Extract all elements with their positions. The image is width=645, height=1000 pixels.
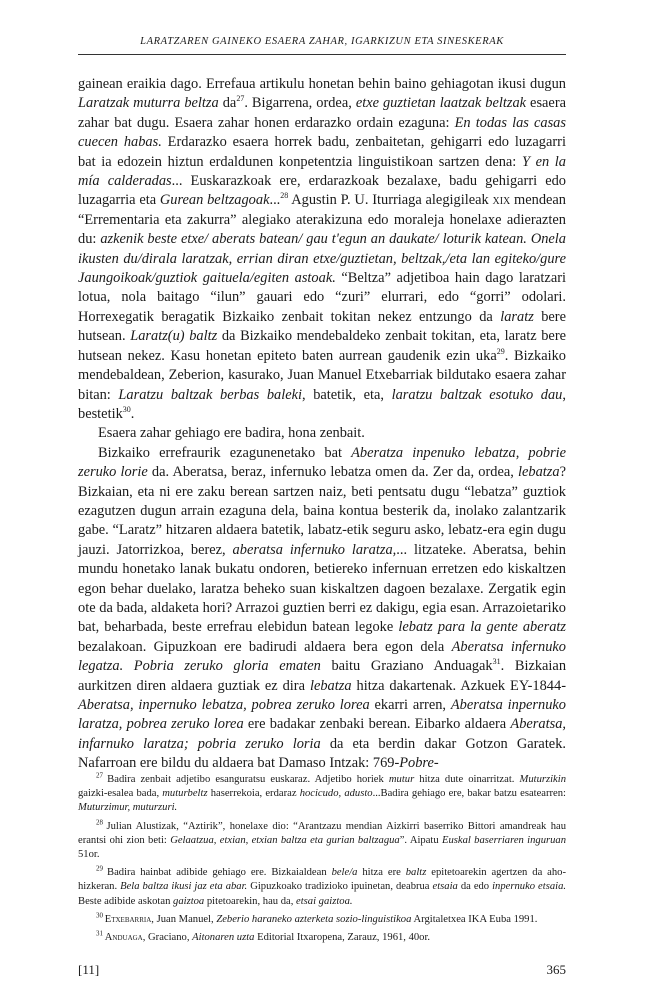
italic-span: Gurean beltzagoak <box>159 192 270 209</box>
italic-span: etsai gaiztoa. <box>296 895 353 907</box>
paragraph <box>78 444 566 774</box>
text-span: Editorial Itxaropena, Zarauz, 1961, 40or. <box>254 932 431 944</box>
italic-span: En todas las casas cuecen habas. <box>78 114 566 151</box>
text-span: Beste adibide askotan <box>78 895 174 907</box>
italic-span: mutur <box>388 774 415 785</box>
italic-span: lebatza <box>518 464 560 481</box>
text-span: gaizki-esalea bada, <box>78 788 163 800</box>
italic-span: lebatz para la gente aberatz <box>398 619 567 636</box>
italic-span: baltz <box>405 867 427 879</box>
italic-span: bele/a <box>331 867 358 879</box>
italic-span: etxe guztietan laatzak beltzak <box>355 95 527 112</box>
italic-span: aberatsa infernuko laratza, <box>232 541 397 558</box>
footnote-number: 27 <box>96 771 108 780</box>
text-span: pitetoarekin, hau da, <box>204 895 297 907</box>
text-span: ...Badira gehiago ere, bakar batzu esatearren: <box>372 788 566 800</box>
text-span: da Bizkaiko mendebaldeko zenbait tokitan, eta, laratz bere hutsean nekez. Kasu honetan epiteto baten aurrean gaudenik ezin uka <box>78 328 566 364</box>
italic-span: Aberatsa, inpernuko lebatza, pobrea zeruko lorea <box>78 697 370 713</box>
text-span: da eta berdin dakar Gotzon Garatek. Nafarroan ere bildu du aldaera bat Damaso Intzak: 769- <box>78 735 566 772</box>
italic-span: Bela baltza ikusi jaz eta abar. <box>120 881 248 893</box>
text-span: , Juan Manuel, <box>151 913 217 925</box>
footnote-number: 29 <box>96 864 108 873</box>
italic-span: hocicudo, adusto <box>299 788 373 800</box>
italic-span: Aitonaren uzta <box>192 932 255 944</box>
italic-span: muturbeltz <box>162 788 208 800</box>
italic-span: Aberatsa, infarnuko laratza; pobria zeruko loria <box>78 716 566 752</box>
text-span: hitza ere <box>357 867 406 879</box>
text-span: gainean eraikia dago. Errefaua artikulu honetan behin baino gehiagotan ikusi dugun <box>78 76 566 92</box>
text-span: mendean “Errementaria eta zakurra” alegiako aterakizuna edo moraleja honelaxe adierazten du: <box>78 192 566 248</box>
text-span: baitu Graziano Anduagak <box>320 658 493 675</box>
text-span: esaera zahar bat dugu. Esaera zahar honen erdarazko ordain ezaguna: <box>78 95 567 131</box>
main-text <box>78 75 566 774</box>
footnotes <box>78 773 566 949</box>
small-caps-span: Anduaga <box>104 932 143 944</box>
footnote-number: 30 <box>96 911 105 920</box>
footnote <box>78 820 566 863</box>
italic-span: Y en la mía calderadas <box>78 153 566 190</box>
text-span: hitza dakartenak. Azkuek EY-1844- <box>351 677 566 694</box>
footnote <box>78 913 566 927</box>
text-span: ekarri arren, <box>369 697 451 713</box>
italic-span: Zeberio haraneko azterketa sozio-linguistikoa <box>216 913 412 925</box>
text-span: bezalakoan. Gipuzkoan ere badirudi aldaera bera egon dela <box>78 638 452 655</box>
italic-span: Laratzu baltzak berbas baleki <box>118 386 302 403</box>
italic-span: Laratzak muturra beltza <box>78 95 219 112</box>
text-span: hitza dute oinarritzat. <box>414 774 520 785</box>
text-span: da edo <box>457 881 493 893</box>
text-span: , batetik, eta, <box>301 386 392 403</box>
text-span: Argitaletxea IKA Euba 1991. <box>411 913 538 925</box>
text-span: , bestetik <box>78 386 566 422</box>
text-span: . <box>130 405 135 422</box>
text-span: , Graciano, <box>142 932 193 944</box>
text-span: Bizkaiko errefraurik ezagunenetako bat <box>98 444 352 461</box>
text-span: da. Aberatsa, beraz, infernuko lebatza omen da. Zer da, ordea, <box>147 464 519 481</box>
text-span: Julian Alustizak, “Aztirik”, honelaxe dio: “Arantzazu mendian Aizkirri baserriko Bittori amandreak hau erantsi ohi zion beti: <box>78 820 567 846</box>
text-span: Esaera zahar gehiago ere badira, hona zenbait. <box>98 425 365 442</box>
footnote <box>78 773 566 816</box>
paragraph <box>78 75 566 424</box>
text-span: Gipuzkoako tradizioko ipuinetan, deabrua <box>247 881 433 893</box>
footnote <box>78 866 566 909</box>
footnote-number: 31 <box>96 929 105 938</box>
italic-span: Aberatsa infernuko legatza. Pobria zeruko gloria ematen <box>78 638 567 675</box>
text-span: “Beltza” adjetiboa hain dago laratzari lotua, nola baitago “ilun” gauari edo “zuri” elurrari, edo “gorri” odolari. Horrexegatik beragatik Bizkaiko zenbait tokitan nekez entzungo da <box>78 270 566 325</box>
text-span: da <box>218 95 237 112</box>
footnote-number: 28 <box>96 818 107 827</box>
text-span: Agustin P. U. Iturriaga alegigileak <box>288 192 493 209</box>
text-span: . Bizkaian aurkitzen diren aldaera guztiak ez dira <box>78 658 567 694</box>
italic-span: Aberatza inpenuko lebatza, pobrie zeruko lorie <box>78 444 567 481</box>
italic-span: lebatza <box>309 677 352 694</box>
italic-span: Muturzikin <box>519 774 566 785</box>
italic-span: azkenik beste etxe/ aberats batean/ gau t'egun an daukate/ loturik katean. Onela ikusten du/dirala laratzak, errian diran etxe/guztietan, beltzak,/eta lan egiteko/gure Jaungoikoak/guztiok gaituela/egiten astoak. <box>78 231 566 287</box>
text-span: Badira hainbat adibide gehiago ere. Bizkaialdean <box>107 867 332 879</box>
italic-span: gaiztoa <box>173 895 205 907</box>
paragraph <box>78 424 566 443</box>
text-span: . Bizkaiko mendebaldean, Zeberion, kasurako, Juan Manuel Etxebarriak bildutako esaera zahar bitan: <box>78 347 566 403</box>
italic-span: Aberatsa inpernuko laratza, pobrea zeruko lorea <box>78 697 566 733</box>
chapter-folio: [11] <box>78 962 100 977</box>
text-span: ”. Aipatu <box>399 834 443 846</box>
footnote-ref: 29 <box>496 346 505 356</box>
italic-span: Euskal baserriaren inguruan <box>442 834 567 846</box>
italic-span: Pobre- <box>399 755 439 772</box>
text-span: 51or. <box>78 849 100 861</box>
italic-span: inpernuko etsaia. <box>492 881 567 893</box>
text-span: haserrekoia, erdaraz <box>207 788 300 800</box>
text-span: Badira zenbait adjetibo esanguratsu euskaraz. Adjetibo horiek <box>107 774 389 785</box>
italic-span: Muturzimur, muturzuri. <box>78 802 178 814</box>
text-span: ... <box>269 192 281 209</box>
text-span: ere badakar zenbaki berean. Eibarko aldaera <box>243 716 511 733</box>
text-span: . Bigarrena, ordea, <box>244 95 356 112</box>
running-header: LARATZAREN GAINEKO ESAERA ZAHAR, IGARKIZUN ETA SINESKERAK <box>140 36 504 47</box>
footnote-ref: 27 <box>236 94 245 104</box>
header-rule <box>78 54 566 55</box>
page-number: 365 <box>546 962 566 977</box>
footnote-ref: 31 <box>492 657 501 667</box>
italic-span: laratz <box>500 308 534 325</box>
text-span: bere hutsean. <box>78 308 566 345</box>
italic-span: Laratz(u) baltz <box>130 328 218 345</box>
italic-span: Gelaatzua, etxian, etxian baltza eta gurian baltzagua <box>170 834 400 846</box>
text-span: ? Bizkaian, eta ni ere zaku berean sartzen naiz, beti pentsatu dugu “lebatza” guztiok ezagutzen dugun arrain ezaguna dela, baina kontua besterik da, inolako zalantzarik gabe. “Laratz” hitzaren aldaera batetik, labatz-etik seguru asko, lebatz-era egin dugu jauzi. Jatorrizkoa, berez, <box>78 464 566 558</box>
text-span: epitetoarekin agertzen da aho-hizkeran. <box>78 867 567 893</box>
text-span: Erdarazko esaera horrek badu, zenbaitetan, gehigarri edo luzagarri bat ia edozein hiztun erdaldunen konpetentzia linguistikoan sartzen dena: <box>78 134 566 170</box>
footnote-ref: 30 <box>122 405 131 415</box>
footnote-ref: 28 <box>280 191 289 201</box>
text-span: ... litzateke. Aberatsa, behin mundu honetako lanak bukatu ondoren, betiereko infernuan erretzen edo kiskaltzen egon behar duelako, laratza beheko suan kiskaltzen dagoen bezalaxe. Zergatik egin ote da bada, aldaketa hori? Arrazoi guztien berri ez dakigu, egia esan. Arrazoietariko bat, beharbada, beste errefrau elebidun batean legoke <box>78 541 566 636</box>
italic-span: laratzu baltzak esotuko dau <box>391 386 563 403</box>
small-caps-span: xix <box>492 192 511 209</box>
italic-span: etsaia <box>432 881 458 893</box>
text-span: ... Euskarazkoak ere, erdarazkoak bezalaxe, badu gehigarri edo luzagarria eta <box>78 173 566 209</box>
footnote <box>78 931 566 945</box>
small-caps-span: Etxebarria <box>104 913 152 925</box>
